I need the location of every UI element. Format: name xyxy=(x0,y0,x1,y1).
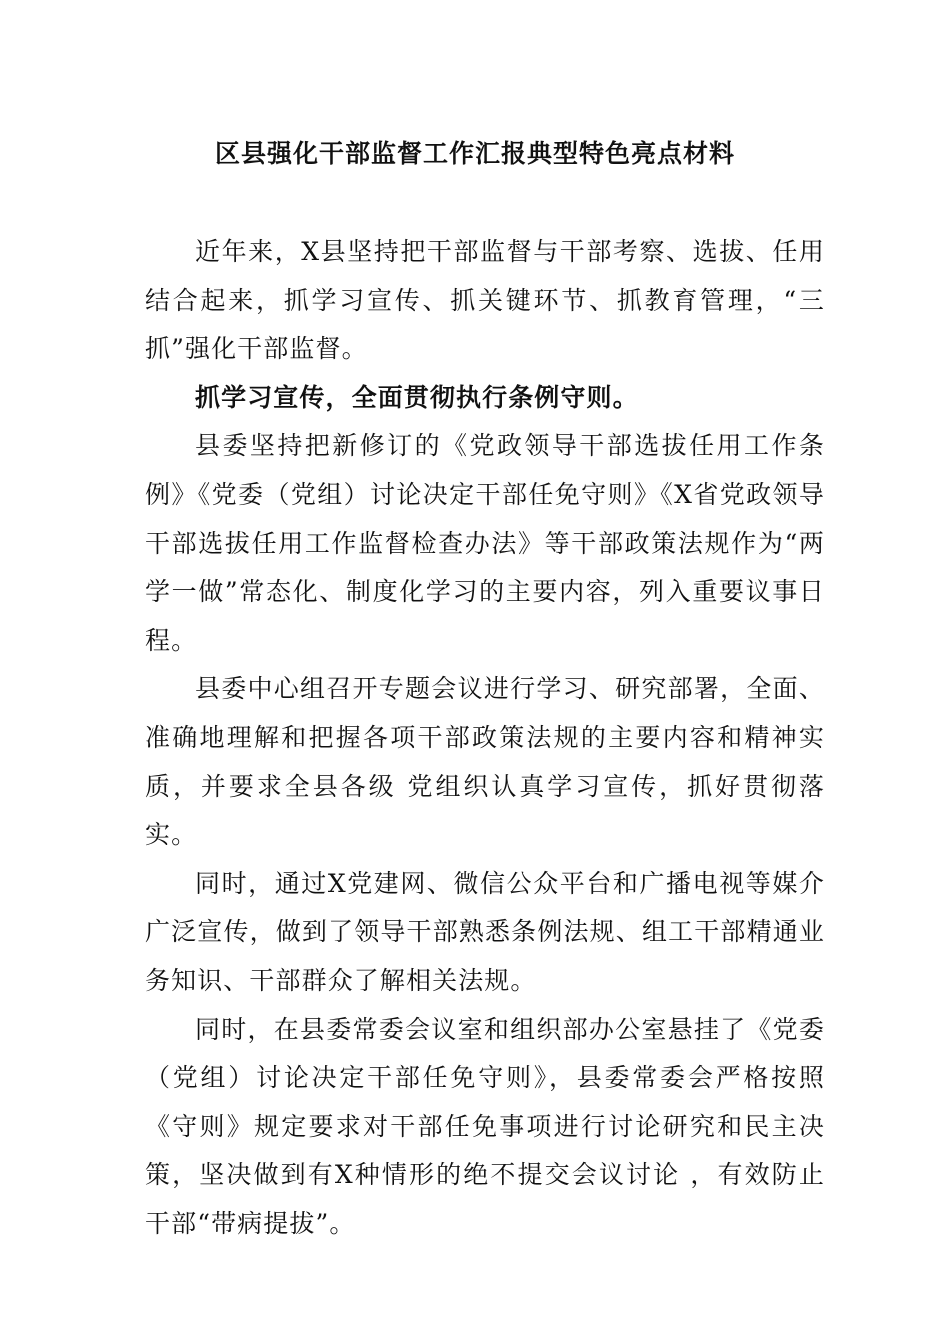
paragraph-study-meeting: 县委中心组召开专题会议进行学习、研究部署，全面、准确地理解和把握各项干部政策法规的主要内容和精神实质，并要求全县各级 党组织认真学习宣传，抓好贯彻落实。 xyxy=(145,674,825,850)
paragraph-intro: 近年来，X县坚持把干部监督与干部考察、选拔、任用结合起来，抓学习宣传、抓关键环节、抓教育管理，“三抓”强化干部监督。 xyxy=(145,237,825,364)
document-title: 区县强化干部监督工作汇报典型特色亮点材料 xyxy=(214,139,735,168)
paragraph-media-publicity: 同时，通过X党建网、微信公众平台和广播电视等媒介广泛宣传，做到了领导干部熟悉条例法规、组工干部精通业务知识、干部群众了解相关法规。 xyxy=(145,868,825,995)
paragraph-regulations: 县委坚持把新修订的《党政领导干部选拔任用工作条例》《党委（党组）讨论决定干部任免守则》《X省党政领导干部选拔任用工作监督检查办法》等干部政策法规作为“两学一做”常态化、制度化学习的主要内容，列入重要议事日程。 xyxy=(145,431,825,655)
document-body xyxy=(145,228,825,1248)
section-heading: 抓学习宣传，全面贯彻执行条例守则。 xyxy=(195,382,639,412)
paragraph-appointment-rules: 同时，在县委常委会议室和组织部办公室悬挂了《党委（党组）讨论决定干部任免守则》，县委常委会严格按照《守则》规定要求对干部任免事项进行讨论研究和民主决策，坚决做到有X种情形的绝不提交会议讨论 ，有效防止干部“带病提拔”。 xyxy=(145,1014,825,1238)
